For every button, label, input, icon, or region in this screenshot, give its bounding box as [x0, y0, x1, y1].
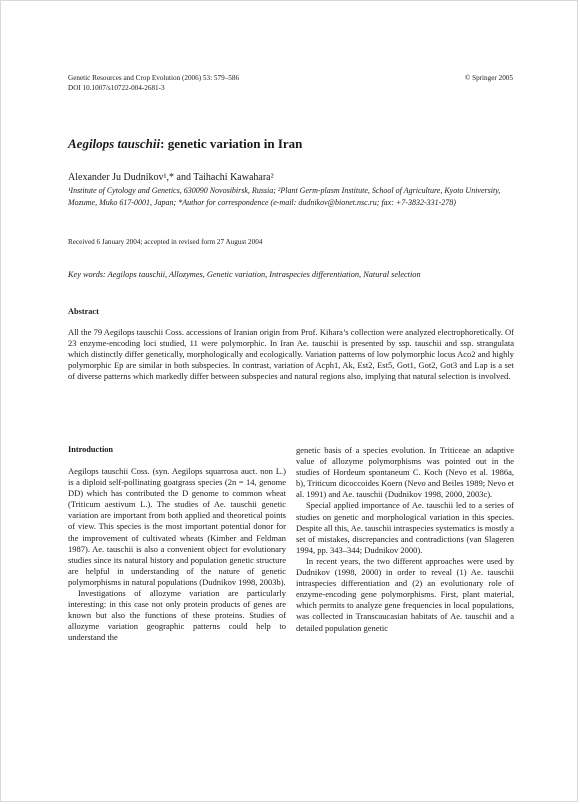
- right-column: [296, 445, 514, 634]
- keywords-text: Aegilops tauschii, Allozymes, Genetic variation, Intraspecies differentiation, Natural selection: [107, 270, 421, 279]
- left-column: [68, 466, 286, 644]
- doi: DOI 10.1007/s10722-004-2681-3: [68, 84, 165, 92]
- author-list: Alexander Ju Dudnikov¹,* and Taihachi Kawahara²: [68, 172, 274, 183]
- keywords: [68, 270, 518, 279]
- title-species: Aegilops tauschii: [68, 136, 161, 151]
- keywords-label: Key words:: [68, 270, 106, 279]
- copyright: © Springer 2005: [464, 74, 513, 82]
- paragraph: Aegilops tauschii Coss. (syn. Aegilops squarrosa auct. non L.) is a diploid self-pollinating goatgrass species (2n = 14, genome DD) which has contributed the D genome to common wheat (Triticum aestivum L.). The studies of Ae. tauschii genetic variation are important from both applied and theoretical points of view. This species is the most important potential donor for the improvement of cultivated wheats (Kimber and Feldman 1987). Ae. tauschii is also a convenient object for evolutionary studies since its natural history and population genetic structure are helpful in understanding of the nature of genetic polymorphisms in natural populations (Dudnikov 1998, 2003b).: [68, 466, 286, 587]
- received-dates: Received 6 January 2004; accepted in revised form 27 August 2004: [68, 238, 263, 246]
- paragraph: Investigations of allozyme variation are particularly interesting: in this case not only protein products of genes are known but also the functions of these proteins. Studies of allozyme variation geographic patterns could help to understand the: [68, 588, 286, 643]
- paragraph: In recent years, the two different approaches were used by Dudnikov (1998, 2000) in order to reveal (1) Ae. tauschii intraspecies differentiation and (2) an evolutionary role of enzyme-encoding gene polymorphisms. First, plant material, which permits to analyze gene frequencies in local populations, was collected in Transcaucasian habitats of Ae. tauschii and a detailed population genetic: [296, 555, 514, 633]
- paragraph: Special applied importance of Ae. tauschii led to a series of studies on genetic and morphological variation in this species. Despite all this, Ae. tauschii intraspecies systematics is mostly a set of mistakes, discrepancies and contradictions (van Slageren 1994, pp. 343–344; Dudnikov 2000).: [296, 500, 514, 555]
- abstract-text: All the 79 Aegilops tauschii Coss. accessions of Iranian origin from Prof. Kihara’s collection were analyzed electrophoretically. Of 23 enzyme-encoding loci studied, 11 were polymorphic. In Iran Ae. tauschii is presented by ssp. tauschii and ssp. strangulata which distinctly differ genetically, morphologically and ecologically. Variation patterns of low polymorphic locus Aco2 and highly polymorphic Ep are similar in both subspecies. In contrast, variation of Acph1, Ak, Est2, Est5, Got1, Got2, Got3 and Lap is a set of diverse patterns which markedly differ between subspecies and natural regions also, implying that natural selection is involved.: [68, 327, 514, 382]
- paper-title: [68, 136, 302, 152]
- paragraph: genetic basis of a species evolution. In Triticeae an adaptive value of allozyme polymorphisms was pointed out in the studies of Hordeum spontaneum C. Koch (Nevo et al. 1986a, b), Triticum dicoccoides Koern (Nevo and Beiles 1989; Nevo et al. 1991) and Ae. tauschii (Dudnikov 1998, 2000, 2003c).: [296, 445, 514, 500]
- running-header: [68, 73, 513, 93]
- abstract-heading: Abstract: [68, 307, 99, 316]
- journal-citation: Genetic Resources and Crop Evolution (2006) 53: 579–586: [68, 74, 240, 82]
- title-rest: : genetic variation in Iran: [160, 136, 303, 151]
- introduction-heading: Introduction: [68, 445, 114, 454]
- affiliations: ¹Institute of Cytology and Genetics, 630090 Novosibirsk, Russia; ²Plant Germ-plasm Institute, School of Agriculture, Kyoto University, Mozume, Muko 617-0001, Japan; *Author for correspondence (e-mail: dudnikov@bionet.nsc.ru; fax: +7-3832-331-278): [68, 186, 501, 207]
